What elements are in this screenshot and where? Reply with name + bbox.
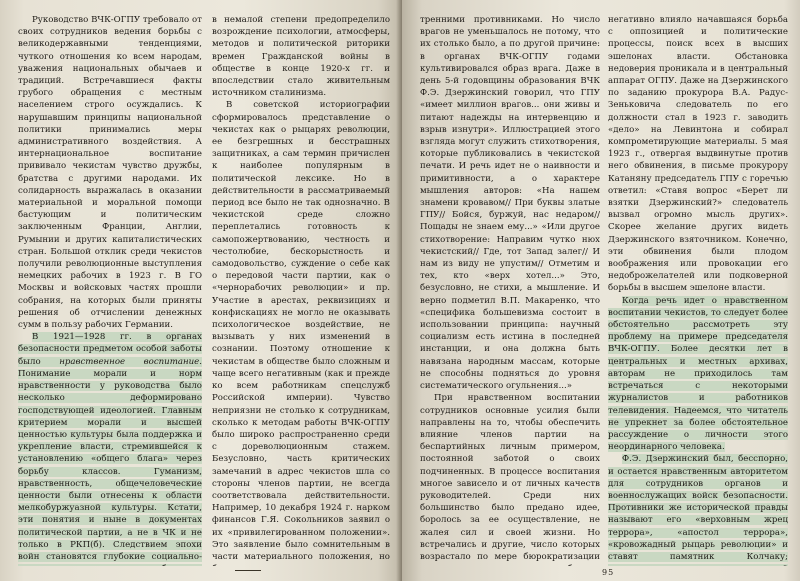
paragraph-text: . Понимание морали и норм нравственности у руководства было несколько деформировано господствующей идеологией. Главным критерием морали и высшей ценностью культуры была поддержка и укрепление власти, стремившейся к установлению «общего блага» через борьбу классов. Гуманизм, нравственность, общечеловеческие ценности были отнесены к области мелкобуржуазной культуры. Кстати, эти понятия и ныне в документах политической партии, а не в ЧК и не только в РКП(б). Следствием эпохи войн становятся глубокие социально-	[18, 357, 202, 566]
paragraph-text: В советской историографии сформировалось представление о чекистах как о рыцарях революции, ее безгрешных и бесстрашных защитниках, а сам термин причислен к наиболее популярным в политической лексике. Но в действительности в рассматриваемый период все было не так однозначно. В чекистской среде сложно переплетались готовность к самопожертвованию, честность и честолюбие, бескорыстность и самодовольство, суждение о себе как о передовой части партии, как о «чернорабочих революции» и пр. Участие в арестах, реквизициях и конфискациях не могло не оказывать психологическое воздействие, не вызывать у них изменений в сознании. Поэтому отношение к чекистам в обществе было сложным и чаще всего негативным (как и прежде ко всем работникам спецслужб Российской империи). Чувство неприязни не столько к сотрудникам, сколько к методам работы ВЧК-ОГПУ было широко распространенно среди с дореволюционным стажем. Безусловно, часть критических замечаний в адрес чекистов шла со стороны членов партии, не всегда соответствовала действительности. Например, 10 декабря 1924 г. нарком финансов Г.Я. Сокольников заявил о их «привилегированном положении». Это заявление было сомнительным в части материального положения, но	[212, 100, 390, 562]
right-page-column-1	[420, 14, 600, 566]
right-page-column-2	[608, 14, 788, 566]
paragraph	[608, 14, 788, 295]
paragraph	[420, 392, 600, 566]
left-page-column-1	[18, 14, 202, 566]
paragraph	[608, 295, 788, 454]
paragraph-text: негативно влияло начавшаяся борьба с оппозицией и политические процессы, поиск всех в высших эшелонах власти. Обстановка недоверия проникала и в центральный аппарат ОГПУ. Даже на Дзержинского по заданию прокурора В.А. Радус-Зеньковича следователь по его должности стал в 1923 г. заводить «дело» на Левинтона и собирал компрометирующие материалы. 5 мая 1923 г., отвергая выдвинутые против него обвинения, в письме прокурору Катаняну председатель ГПУ с горечью ответил: «Ставя вопрос «Берет ли взятки Дзержинский?» следователь вызвал огромно мысль других». Скорее желание других видеть Дзержинского взяточником. Конечно, эти обвинения были плодом воображения или провокации его недоброжелателей или подковерной борьбы в высшем эшелоне власти.	[608, 15, 788, 294]
paragraph-text: В 1921—1928 гг. в органах безопасности предметом особой заботы было	[18, 332, 202, 367]
paragraph	[18, 14, 202, 331]
paragraph-text: в немалой степени предопределило возрождение психологии, атмосферы, методов и политической риторики времен Гражданской войны в обществе в конце 1920-х гг. и впоследствии стало живительным источником сталинизма.	[212, 15, 390, 99]
paragraph-text: тренними противниками. Но число врагов не уменьшалось не потому, что их столько было, а по другой причине: в органах ВЧК-ОГПУ годами культивировался образ врага. Даже в день 5-й годовщины образования ВЧК Ф.Э. Дзержинский говорил, что ГПУ «имеет миллион врагов... они живы и питают надежды на интервенцию и взрыв изнутри». Иллюстрацией этого взгляда могут служить стихотворения, которые публиковались в чекистской печати. И речь идет не о наивности и примитивности, а о характере мышления авторов: «На нашем знамени кровавом// При буквы златые ГПУ// Бойся, буржуй, нас недаром// Пощады не знаем ему...» «Или другое стихотворение: Направим чутко нюх чекистский// Где, тот Запад залег// И нам из виду не упустим// Отметим и тех, кто «верх хотел...» Это, безусловно, не стихи, а мышление. И верно подметил В.П. Макаренко, что «специфика большевизма состоит в использовании принципа: научный социализм есть истина в последней инстанции, и она должна быть навязана народным массам, которые не способны подняться до уровня систематического огульнения...»	[420, 15, 600, 392]
paragraph	[608, 453, 788, 566]
page-number: 95	[602, 568, 615, 577]
paragraph	[212, 99, 390, 566]
left-page-footer-rule	[235, 570, 261, 571]
paragraph	[420, 14, 600, 392]
paragraph-text: При нравственном воспитании сотрудников основные усилия были направлены на то, чтобы обеспечить влияние членов партии на беспартийных личным примером, постоянной заботой о своих подчиненных. В процессе воспитания многое зависело и от личных качеств руководителей. Среди них большинство было предано идее, боролось за ее осуществление, не жалея сил и своей жизни. Но встречались и другие, число которых возрастало по мере бюрократизации	[420, 393, 600, 562]
right-page	[402, 0, 800, 581]
left-page-column-2	[212, 14, 390, 566]
paragraph-text: Руководство ВЧК-ОГПУ требовало от своих сотрудников ведения борьбы с великодержавными тенденциями, чуткого отношения ко всем народам, уважения национальных обычаев и традиций. Встречавшиеся факты грубого обращения с местным населением строго осуждались. К нарушавшим принципы национальной политики принимались меры административного воздействия. А интернациональное воспитание прививало чекистам чувство дружбы, братства с другими народами. Их солидарность выражалась в оказании материальной и моральной помощи бастующим и политическим заключенным Франции, Англии, Румынии и других капиталистических стран. Большой отклик среди чекистов получили революционные выступления немецких рабочих в 1923 г. В ГО Москвы и войсковых частях прошли собрания, на которых были приняты решения об отчислении денежных сумм в пользу рабочих Германии.	[18, 15, 202, 331]
paragraph	[212, 14, 390, 99]
paragraph	[18, 331, 202, 566]
paragraph-text: Ф.Э. Дзержинский был, бесспорно, и остается нравственным авторитетом для сотрудников органов и военнослужащих войск безопасности. Противники же исторической правды называют его «верховным жрец террора», «апостол террора», «кровожадный рыцарь революции» и ставят памятник Колчаку;	[608, 454, 788, 566]
paragraph-text: Когда речь идет о нравственном воспитании чекистов, то следует более обстоятельно рассмотреть эту проблему на примере председателя ВЧК-ОГПУ. Более десятки лет в центральных и местных архивах, авторам не приходилось там встречаться с некоторыми журналистов и работников телевидения. Надеемся, что читатель не упрекнет за более обстоятельное рассуждение о личности этого неординарного человека.	[608, 295, 788, 453]
italic-term: нравственное воспитание	[59, 356, 200, 367]
